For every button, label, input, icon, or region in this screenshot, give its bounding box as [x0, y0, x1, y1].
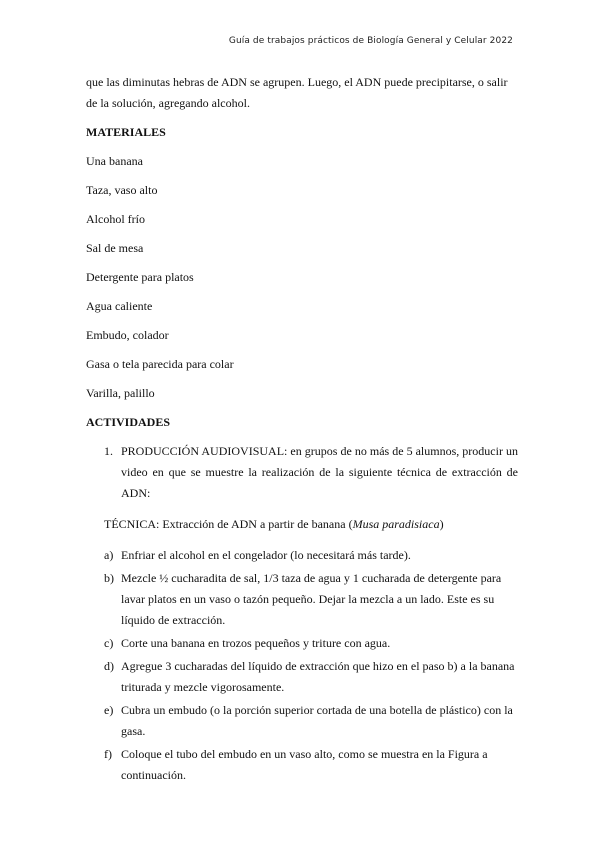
activity-text: PRODUCCIÓN AUDIOVISUAL: en grupos de no más de 5 alumnos, producir un video en que se muestre la realización de la siguiente técnica de extracción de ADN: [121, 444, 518, 500]
step-item [104, 700, 518, 742]
materials-list [86, 151, 518, 404]
material-item: Una banana [86, 154, 143, 168]
technique-prefix: TÉCNICA: Extracción de ADN a partir de banana ( [104, 517, 353, 531]
step-text: Cubra un embudo (o la porción superior cortada de una botella de plástico) con la gasa. [121, 703, 513, 738]
step-item [104, 744, 518, 786]
step-text: Agregue 3 cucharadas del líquido de extracción que hizo en el paso b) a la banana triturada y mezcle vigorosamente. [121, 659, 515, 694]
step-letter: a) [104, 548, 114, 562]
step-text: Mezcle ½ cucharadita de sal, 1/3 taza de agua y 1 cucharada de detergente para lavar platos en un vaso o tazón pequeño. Dejar la mezcla a un lado. Este es su líquido de extracción. [121, 571, 502, 627]
step-text: Corte una banana en trozos pequeños y triture con agua. [121, 636, 391, 650]
step-letter: e) [104, 703, 114, 717]
step-item [104, 568, 518, 631]
material-item: Agua caliente [86, 299, 153, 313]
step-item [104, 656, 518, 698]
step-item [104, 545, 518, 566]
step-item [104, 633, 518, 654]
step-letter: c) [104, 636, 114, 650]
step-letter: b) [104, 571, 114, 585]
materials-heading: MATERIALES [86, 125, 166, 139]
species-name: Musa paradisiaca [352, 517, 440, 531]
material-item: Gasa o tela parecida para colar [86, 357, 234, 371]
step-letter: f) [104, 747, 112, 761]
activity-item [104, 441, 518, 504]
technique-title [104, 514, 518, 535]
page-header: Guía de trabajos prácticos de Biología General y Celular 2022 [228, 36, 513, 46]
step-text: Coloque el tubo del embudo en un vaso alto, como se muestra en la Figura a continuación. [121, 747, 488, 782]
activity-number: 1. [104, 444, 113, 458]
material-item: Embudo, colador [86, 328, 169, 342]
material-item: Alcohol frío [86, 212, 145, 226]
material-item: Taza, vaso alto [86, 183, 158, 197]
activities-heading: ACTIVIDADES [86, 415, 171, 429]
material-item: Varilla, palillo [86, 386, 155, 400]
document-body [86, 72, 518, 788]
material-item: Sal de mesa [86, 241, 144, 255]
step-letter: d) [104, 659, 114, 673]
step-text: Enfriar el alcohol en el congelador (lo necesitará más tarde). [121, 548, 411, 562]
steps-list [86, 545, 518, 786]
technique-suffix: ) [439, 517, 444, 531]
material-item: Detergente para platos [86, 270, 194, 284]
intro-paragraph: que las diminutas hebras de ADN se agrupen. Luego, el ADN puede precipitarse, o salir de la solución, agregando alcohol. [86, 75, 508, 110]
